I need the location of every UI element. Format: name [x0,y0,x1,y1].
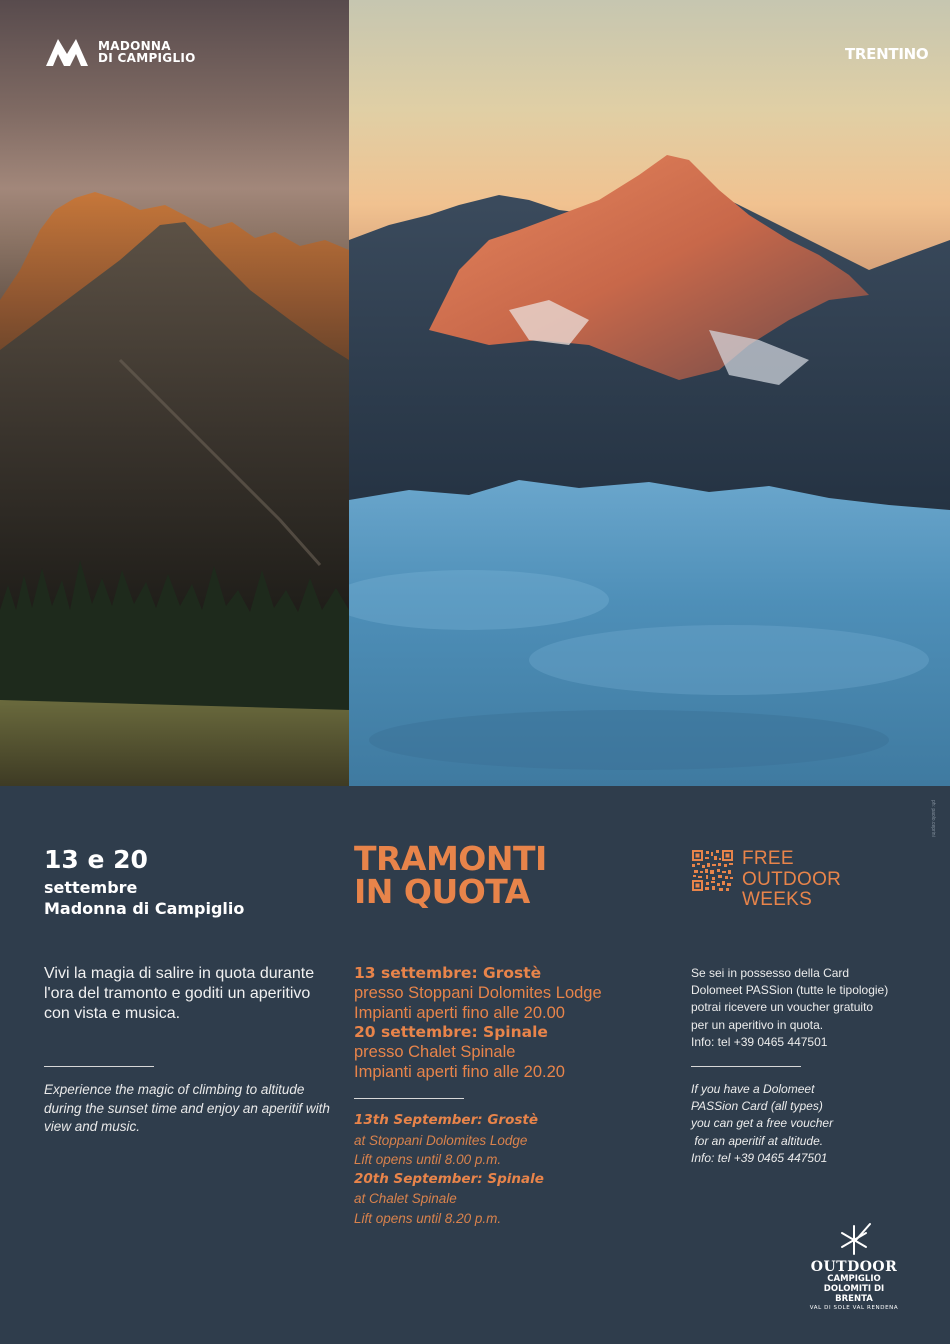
mountain-illustration-right [349,0,950,786]
campiglio-logo-text [98,40,208,64]
events-english [354,1111,664,1228]
mountain-illustration-left [0,0,349,786]
photo-left-mountain [0,0,349,786]
photo-right-mountain [349,0,950,786]
card-en-line: for an aperitif at altitude. [691,1133,824,1148]
event-it-1-head: 13 settembre: Grostè [354,964,542,982]
event-dates: 13 e 20 [44,845,148,874]
event-place: Madonna di Campiglio [44,899,245,918]
card-it-phone: Info: tel +39 0465 447501 [691,1034,828,1049]
campiglio-m-mark-icon [44,36,90,68]
outdoor-logo-line1: OUTDOOR [810,1259,898,1275]
event-en-1-hours: Lift opens until 8.00 p.m. [354,1152,502,1167]
divider-center [354,1098,464,1099]
photo-credit: ph: paolo.ceprini [930,800,936,837]
event-it-2-venue: presso Chalet Spinale [354,1043,516,1062]
divider-left [44,1066,154,1067]
logo-left-line2: DI CAMPIGLIO [98,51,196,65]
card-en-line: PASSion Card (all types) [691,1099,823,1114]
qr-code-icon[interactable] [692,850,733,891]
card-it-line: potrai ricevere un voucher gratuito [691,1000,874,1015]
event-en-2-hours: Lift opens until 8.20 p.m. [354,1210,502,1226]
title-line1: TRAMONTI [354,839,547,878]
card-en-phone: Info: tel +39 0465 447501 [691,1150,828,1165]
event-en-2-venue: at Chalet Spinale [354,1191,457,1206]
fow-line3: WEEKS [742,889,813,910]
card-it-line: Se sei in possesso della Card [691,966,850,980]
outdoor-logo-line4: VAL DI SOLE VAL RENDENA [809,1305,899,1311]
fow-line1: FREE [742,848,794,869]
event-en-1-venue: at Stoppani Dolomites Lodge [354,1132,528,1148]
page-title [354,839,654,911]
outdoor-logo-line2: CAMPIGLIO [827,1274,881,1284]
event-it-2-head: 20 settembre: Spinale [354,1023,548,1042]
trentino-logo: TRENTINO [845,45,929,63]
free-outdoor-weeks [742,849,892,911]
divider-right [691,1066,801,1067]
event-it-2-hours: Impianti aperti fino alle 20.20 [354,1062,565,1081]
event-it-1-venue: presso Stoppani Dolomites Lodge [354,983,602,1002]
title-line2: IN QUOTA [354,872,530,911]
snowflake-star-icon [834,1220,874,1260]
intro-english: Experience the magic of climbing to altitude during the sunset time and enjoy an aperitif with view and music. [44,1082,330,1134]
card-it-line: per un aperitivo in quota. [691,1017,824,1032]
card-en-line: you can get a free voucher [691,1116,834,1131]
card-it-line: Dolomeet PASSion (tutte le tipologie) [691,983,889,998]
madonna-di-campiglio-logo [44,36,208,68]
intro-italian: Vivi la magia di salire in quota durante l'ora del tramonto e goditi un aperitivo con vista e musica. [44,965,315,1022]
events-italian [354,964,664,1083]
event-it-1-hours: Impianti aperti fino alle 20.00 [354,1003,565,1022]
event-month: settembre [44,878,138,897]
card-info-english [691,1081,921,1167]
event-month-place [44,877,304,919]
event-en-1-head: 13th September: Grostè [354,1112,539,1128]
event-en-2-head: 20th September: Spinale [354,1170,544,1187]
outdoor-logo-line3: DOLOMITI DI BRENTA [823,1284,885,1304]
fow-line2: OUTDOOR [742,868,842,890]
outdoor-campiglio-logo [804,1220,904,1312]
card-info-italian [691,965,921,1051]
card-en-line: If you have a Dolomeet [691,1082,815,1096]
logo-left-line1: MADONNA [98,39,171,53]
